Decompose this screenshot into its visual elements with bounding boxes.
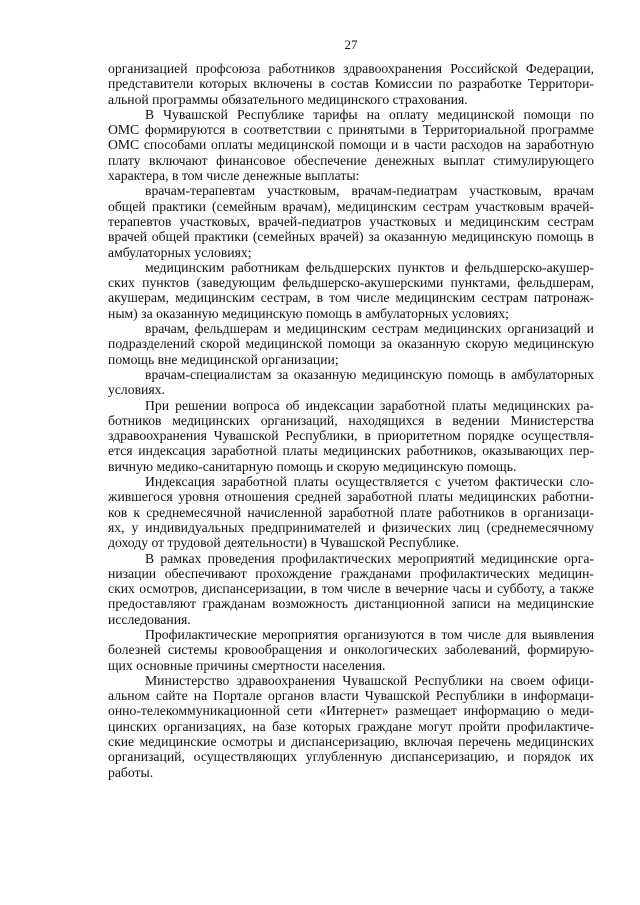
text-line: представители которых включены в состав Комиссии по разработке Территори- — [108, 76, 594, 92]
text-line: альной программы обязательного медицинского страхования. — [108, 91, 468, 107]
text-line: ков к среднемесячной начисленной заработной плате работников в организаци- — [108, 504, 594, 520]
text-line: исследования. — [108, 611, 191, 627]
text-line: Министерство здравоохранения Чувашской Республики на своем офици- — [145, 672, 594, 688]
text-line: подразделений скорой медицинской помощи за оказанную скорую медицинскую — [108, 336, 594, 352]
text-line: доходу от трудовой деятельности) в Чувашской Республике. — [108, 535, 460, 551]
text-line: терапевтов участковых, врачей-педиатров участковых и медицинским сестрам — [108, 213, 594, 229]
text-line: ОМС формируются в соответствии с принятыми в Территориальной программе — [108, 122, 594, 138]
text-line: акушерам, медицинским сестрам, в том числе медицинским сестрам патронаж- — [108, 290, 594, 306]
text-line: цинских организациях, на базе которых граждане могут пройти профилактиче- — [108, 718, 594, 734]
text-line: врачам-терапевтам участковым, врачам-педиатрам участковым, врачам — [145, 183, 594, 199]
paragraph — [108, 321, 594, 367]
text-line: амбулаторных условиях; — [108, 244, 252, 260]
text-line: ОМС способами оплаты медицинской помощи и в части расходов на заработную — [108, 137, 594, 153]
text-line: ских пунктов (заведующим фельдшерско-акушерскими пунктами, фельдшерам, — [108, 275, 594, 291]
paragraph — [108, 260, 594, 321]
text-line: плату включают финансовое обеспечение денежных выплат стимулирующего — [108, 152, 594, 168]
text-line: онно-телекоммуникационной сети «Интернет» размещает информацию о меди- — [108, 703, 594, 719]
text-line: характера, в том числе денежные выплаты: — [108, 168, 360, 184]
text-line: альном сайте на Портале органов власти Чувашской Республики в информаци- — [108, 688, 594, 704]
text-line: врачам, фельдшерам и медицинским сестрам медицинских организаций и — [145, 321, 594, 337]
text-line: жившегося уровня отношения средней заработной платы медицинских работни- — [108, 489, 594, 505]
paragraph — [108, 398, 594, 474]
paragraph — [108, 183, 594, 259]
text-line: низации обеспечивают прохождение гражданами профилактических медицин- — [108, 565, 594, 581]
text-line: В рамках проведения профилактических мероприятий медицинские орга- — [145, 550, 594, 566]
text-line: работы. — [108, 764, 154, 780]
text-line: организаций, осуществляющих углубленную диспансеризацию, и порядок их — [108, 749, 594, 765]
text-line: здравоохранения Чувашской Республики, в приоритетном порядке осуществля- — [108, 428, 594, 444]
paragraph — [108, 673, 594, 780]
text-line: Профилактические мероприятия организуются в том числе для выявления — [145, 626, 594, 642]
text-line: ным) за оказанную медицинскую помощь в амбулаторных условиях; — [108, 305, 509, 321]
text-line: Индексация заработной платы осуществляется с учетом фактически сло- — [145, 474, 594, 490]
text-line: предоставляют гражданам возможность дистанционной записи на медицинские — [108, 596, 594, 612]
text-line: ях, у индивидуальных предпринимателей и физических лиц (среднемесячному — [108, 519, 594, 535]
paragraph — [108, 551, 594, 627]
page-number: 27 — [344, 37, 358, 52]
text-line: ботников медицинских организаций, находящихся в ведении Министерства — [108, 412, 594, 428]
text-line: В Чувашской Республике тарифы на оплату медицинской помощи по — [145, 106, 594, 122]
text-line: вичную медико-санитарную помощь и скорую медицинскую помощь. — [108, 458, 517, 474]
text-line: ется индексация заработной платы медицинских работников, оказывающих пер- — [108, 443, 594, 459]
text-line: общей практики (семейным врачам), медицинским сестрам участковым врачей- — [108, 198, 594, 214]
paragraph — [108, 107, 594, 183]
text-line: медицинским работникам фельдшерских пунктов и фельдшерско-акушер- — [145, 259, 594, 275]
text-line: ские медицинские осмотры и диспансеризацию, включая перечень медицинских — [108, 734, 594, 750]
paragraph — [108, 627, 594, 673]
text-line: ских осмотров, диспансеризации, в том числе в вечерние часы и субботу, а также — [108, 581, 594, 597]
text-line: помощь вне медицинской организации; — [108, 351, 339, 367]
text-line: болезней системы кровообращения и онкологических заболеваний, формирую- — [108, 642, 594, 658]
paragraph — [108, 474, 594, 550]
text-line: условиях. — [108, 382, 165, 398]
text-line: При решении вопроса об индексации заработной платы медицинских ра- — [145, 397, 594, 413]
paragraph — [108, 61, 594, 107]
text-line: врачей общей практики (семейных врачей) за оказанную медицинскую помощь в — [108, 229, 594, 245]
paragraph — [108, 367, 594, 398]
text-line: организацией профсоюза работников здравоохранения Российской Федерации, — [108, 61, 594, 76]
text-line: врачам-специалистам за оказанную медицинскую помощь в амбулаторных — [145, 366, 594, 382]
document-body — [108, 61, 594, 780]
text-line: щих основные причины смертности населения. — [108, 657, 386, 673]
